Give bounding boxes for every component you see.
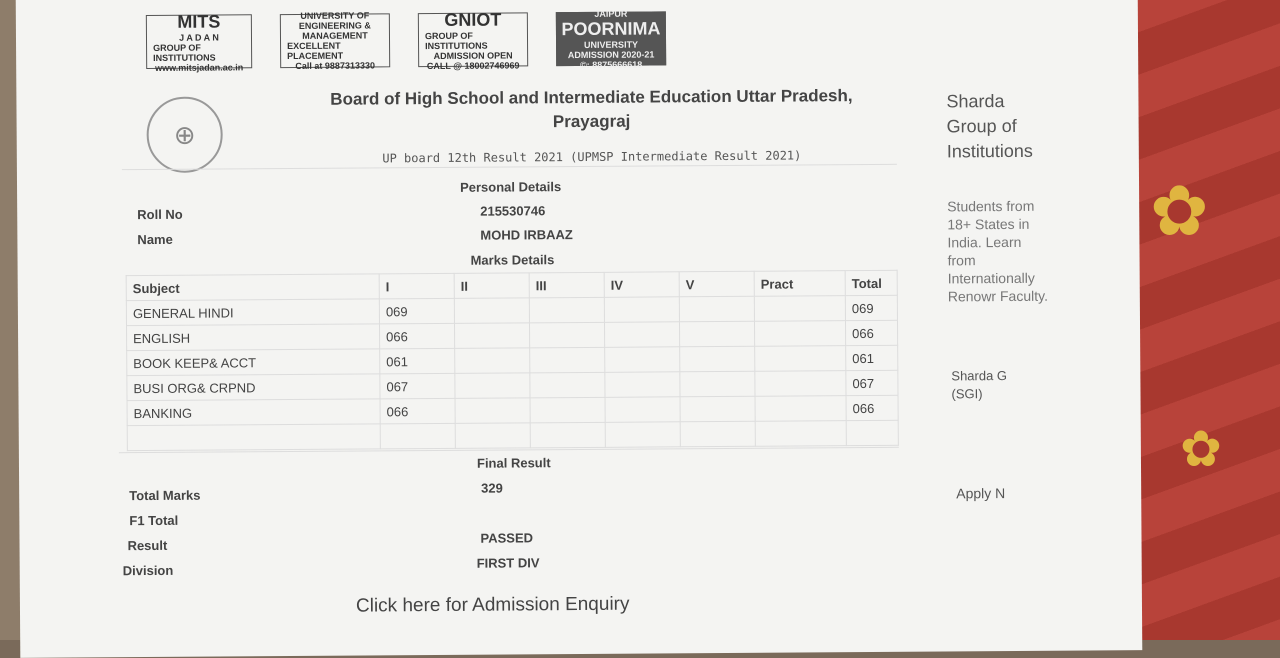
marks-cell: 061 <box>380 348 455 374</box>
result-printout <box>16 0 1143 658</box>
column-header: IV <box>604 272 679 298</box>
division-label: Division <box>122 562 174 579</box>
column-header: II <box>454 273 529 299</box>
marks-cell: 066 <box>380 398 455 424</box>
column-header: Pract <box>754 271 845 297</box>
marks-cell: 066 <box>379 323 454 349</box>
subject-cell: ENGLISH <box>127 324 380 351</box>
marks-cell: 067 <box>380 373 455 399</box>
sponsor-logos <box>146 8 666 73</box>
result-value: PASSED <box>480 530 534 546</box>
poornima-logo[interactable]: JAIPUR POORNIMA UNIVERSITY ADMISSION 2020-21 ©: 8875666618 <box>556 11 666 66</box>
admission-enquiry-link[interactable]: Click here for Admission Enquiry <box>355 593 630 617</box>
board-seal-icon: ⊕ <box>146 96 223 173</box>
total-cell: 061 <box>846 345 898 370</box>
subject-cell: BUSI ORG& CRPND <box>127 374 380 401</box>
result-label: Result <box>127 537 168 554</box>
division-value: FIRST DIV <box>476 555 540 571</box>
apply-now-button[interactable]: Apply N <box>956 485 1006 502</box>
gniot-logo[interactable]: GNIOT GROUP OF INSTITUTIONS ADMISSION OPEN CALL @ 18002746969 <box>418 12 528 67</box>
subject-cell: BOOK KEEP& ACCT <box>127 349 380 376</box>
total-cell: 069 <box>845 295 897 320</box>
flower-pattern-icon: ✿ <box>1180 421 1222 477</box>
sharda-ad-blurb: Students from 18+ States in India. Learn from Internationally Renowr Faculty. <box>947 197 1048 305</box>
personal-details-heading: Personal Details <box>459 179 562 195</box>
subject-cell: GENERAL HINDI <box>126 299 379 326</box>
mits-logo[interactable]: MITS J A D A N GROUP OF INSTITUTIONS www.mitsjadan.ac.in <box>146 14 252 69</box>
roll-no-value: 215530746 <box>480 203 546 219</box>
subject-cell: BANKING <box>127 399 380 426</box>
marks-cell: 069 <box>379 298 454 324</box>
marks-table <box>126 270 899 451</box>
column-header: I <box>379 273 454 299</box>
name-label: Name <box>137 231 173 248</box>
name-value: MOHD IRBAAZ <box>480 227 573 243</box>
roll-no-label: Roll No <box>137 206 183 223</box>
sharda-sgi-text: Sharda G (SGI) <box>951 368 1008 402</box>
total-cell: 066 <box>845 320 897 345</box>
total-cell: 066 <box>846 395 898 420</box>
column-header: III <box>529 272 604 298</box>
f1-total-label: F1 Total <box>129 512 179 529</box>
total-marks-value: 329 <box>481 480 503 496</box>
table-row-empty <box>127 420 898 450</box>
sharda-ad-title[interactable]: Sharda Group of Institutions <box>946 91 1033 162</box>
column-header: Total <box>845 270 897 295</box>
column-header: Subject <box>126 274 379 301</box>
marks-details-heading: Marks Details <box>470 252 555 268</box>
total-marks-label: Total Marks <box>129 487 201 504</box>
result-subtitle: UP board 12th Result 2021 (UPMSP Intermediate Result 2021) <box>382 148 802 166</box>
uem-logo[interactable]: UNIVERSITY OF ENGINEERING & MANAGEMENT EXCELLENT PLACEMENT Call at 9887313330 <box>280 13 390 68</box>
final-result-heading: Final Result <box>476 455 551 471</box>
board-title: Board of High School and Intermediate Education Uttar Pradesh, Prayagraj <box>330 86 853 132</box>
column-header: V <box>679 271 754 297</box>
total-cell: 067 <box>846 370 898 395</box>
flower-pattern-icon: ✿ <box>1150 172 1209 250</box>
